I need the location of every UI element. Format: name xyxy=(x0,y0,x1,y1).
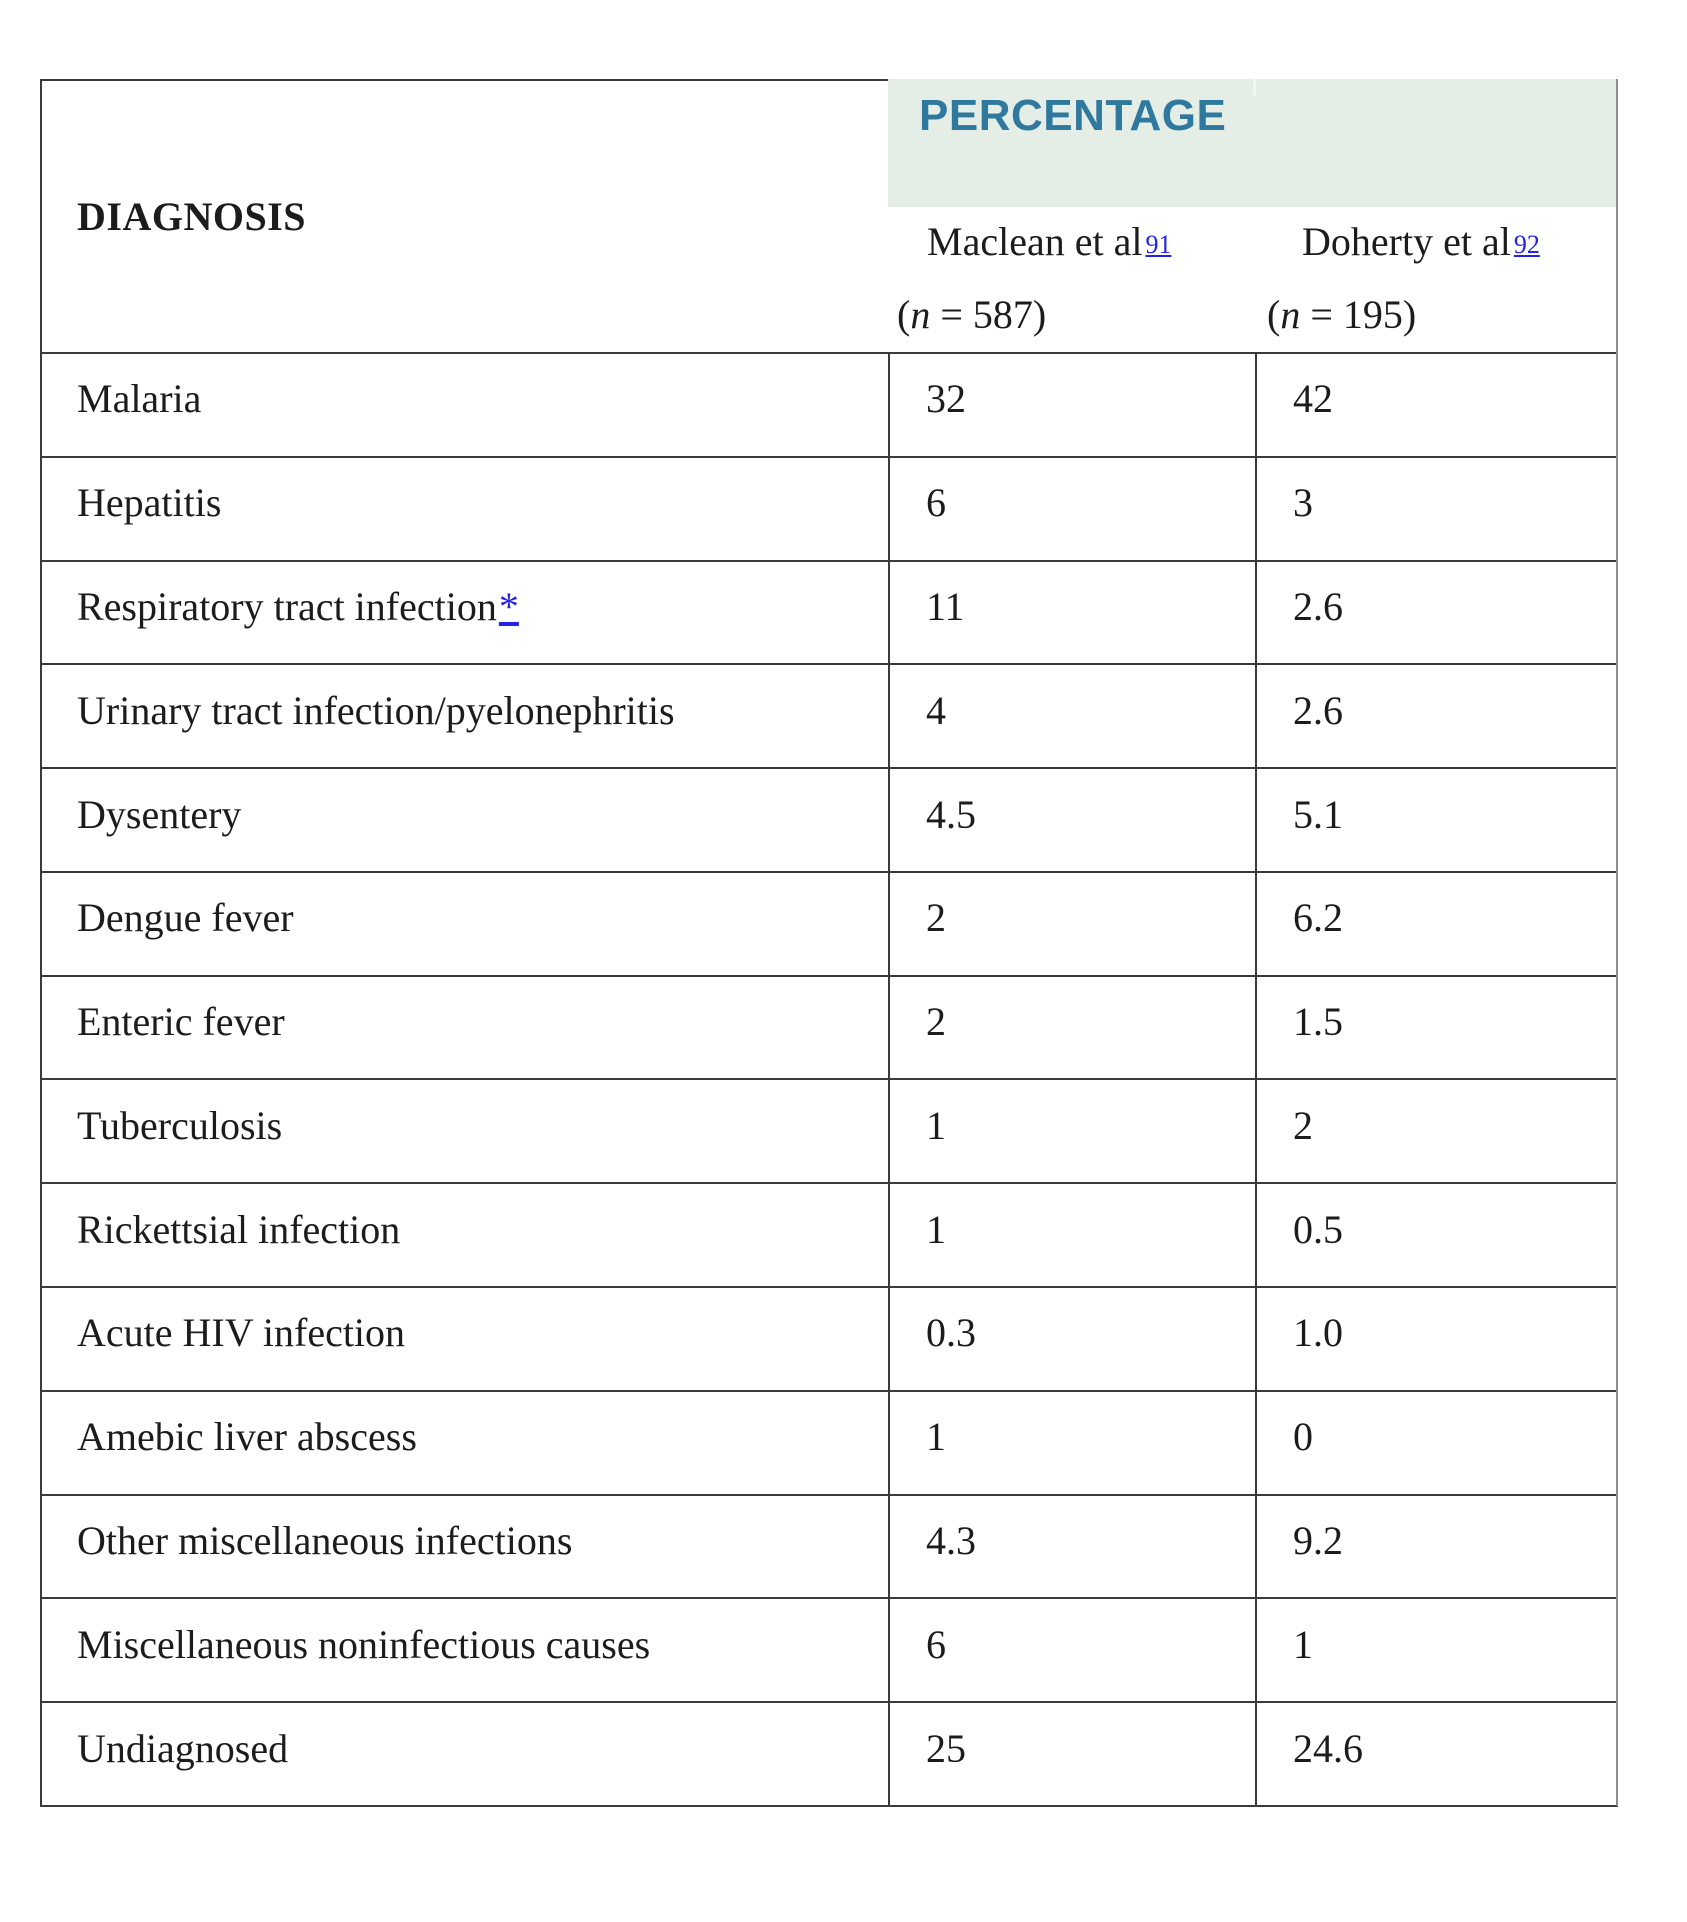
doherty-value-cell xyxy=(1255,1599,1616,1701)
diagnosis-label: Rickettsial infection xyxy=(77,1206,401,1252)
reference-link-91[interactable]: 91 xyxy=(1145,230,1172,259)
diagnosis-cell xyxy=(42,1496,888,1598)
study-label: Maclean et al xyxy=(927,219,1143,264)
table-row xyxy=(42,767,1616,871)
maclean-value-cell xyxy=(888,1392,1255,1494)
doherty-value: 0 xyxy=(1293,1414,1313,1460)
diagnosis-label: Malaria xyxy=(77,376,202,422)
doherty-value-cell xyxy=(1255,769,1616,871)
maclean-value-cell xyxy=(888,1288,1255,1390)
percentage-header-band xyxy=(888,79,1616,207)
study-n-line xyxy=(1255,281,1616,349)
n-symbol: n xyxy=(1280,292,1301,337)
footnote-asterisk-link[interactable]: * xyxy=(498,583,519,629)
maclean-value: 6 xyxy=(926,480,946,526)
diagnosis-column-header xyxy=(42,79,888,352)
maclean-value-cell xyxy=(888,1184,1255,1286)
maclean-value: 11 xyxy=(926,583,965,629)
table-row xyxy=(42,1597,1616,1701)
diagnosis-header-label: DIAGNOSIS xyxy=(77,194,307,239)
study-header-doherty xyxy=(1255,207,1616,352)
maclean-value-cell xyxy=(888,562,1255,664)
maclean-value: 1 xyxy=(926,1102,946,1148)
doherty-value-cell xyxy=(1255,873,1616,975)
doherty-value: 9.2 xyxy=(1293,1518,1343,1564)
doherty-value-cell xyxy=(1255,665,1616,767)
doherty-value: 24.6 xyxy=(1293,1725,1363,1771)
n-open: ( xyxy=(897,292,911,337)
study-name-line xyxy=(1255,208,1616,281)
table-header xyxy=(42,79,1616,352)
doherty-value: 1.0 xyxy=(1293,1310,1343,1356)
doherty-value-cell xyxy=(1255,1496,1616,1598)
doherty-value: 1.5 xyxy=(1293,999,1343,1045)
diagnosis-cell xyxy=(42,1599,888,1701)
doherty-value: 42 xyxy=(1293,376,1333,422)
maclean-value-cell xyxy=(888,873,1255,975)
diagnosis-cell xyxy=(42,1288,888,1390)
n-open: ( xyxy=(1267,292,1281,337)
table-row xyxy=(42,352,1616,456)
diagnosis-label: Amebic liver abscess xyxy=(77,1414,417,1460)
study-header-maclean xyxy=(888,207,1255,352)
maclean-value: 1 xyxy=(926,1206,946,1252)
table-row xyxy=(42,1078,1616,1182)
diagnosis-label: Miscellaneous noninfectious causes xyxy=(77,1621,651,1667)
table-row xyxy=(42,1182,1616,1286)
doherty-value-cell xyxy=(1255,354,1616,456)
table-row xyxy=(42,1701,1616,1805)
table-row xyxy=(42,560,1616,664)
diagnosis-cell xyxy=(42,1080,888,1182)
table-row xyxy=(42,871,1616,975)
maclean-value-cell xyxy=(888,977,1255,1079)
n-value: = 195) xyxy=(1300,292,1417,337)
table-body xyxy=(42,352,1616,1805)
maclean-value: 4.3 xyxy=(926,1518,976,1564)
doherty-value: 3 xyxy=(1293,480,1313,526)
doherty-value: 2 xyxy=(1293,1102,1313,1148)
doherty-value-cell xyxy=(1255,1288,1616,1390)
table-row xyxy=(42,456,1616,560)
doherty-value: 5.1 xyxy=(1293,791,1343,837)
maclean-value: 1 xyxy=(926,1414,946,1460)
diagnosis-cell xyxy=(42,354,888,456)
maclean-value: 0.3 xyxy=(926,1310,976,1356)
doherty-value-cell xyxy=(1255,562,1616,664)
doherty-value-cell xyxy=(1255,1392,1616,1494)
doherty-value-cell xyxy=(1255,1184,1616,1286)
maclean-value-cell xyxy=(888,1599,1255,1701)
doherty-value: 1 xyxy=(1293,1621,1313,1667)
study-name-line xyxy=(888,208,1255,281)
doherty-value: 2.6 xyxy=(1293,583,1343,629)
study-subheaders xyxy=(888,207,1616,352)
doherty-value-cell xyxy=(1255,1703,1616,1805)
maclean-value: 6 xyxy=(926,1621,946,1667)
maclean-value: 32 xyxy=(926,376,966,422)
diagnosis-label: Dysentery xyxy=(77,791,242,837)
maclean-value-cell xyxy=(888,1703,1255,1805)
diagnosis-label: Dengue fever xyxy=(77,895,294,941)
maclean-value-cell xyxy=(888,1080,1255,1182)
maclean-value-cell xyxy=(888,354,1255,456)
study-n-line xyxy=(888,281,1255,349)
maclean-value: 4.5 xyxy=(926,791,976,837)
maclean-value: 4 xyxy=(926,687,946,733)
n-symbol: n xyxy=(910,292,931,337)
maclean-value: 25 xyxy=(926,1725,966,1771)
header-cell-divider-notch xyxy=(1253,79,1256,95)
doherty-value: 2.6 xyxy=(1293,687,1343,733)
diagnosis-label: Hepatitis xyxy=(77,480,222,526)
maclean-value-cell xyxy=(888,665,1255,767)
diagnosis-cell xyxy=(42,1392,888,1494)
maclean-value-cell xyxy=(888,1496,1255,1598)
maclean-value-cell xyxy=(888,769,1255,871)
doherty-value-cell xyxy=(1255,1080,1616,1182)
diagnosis-label: Urinary tract infection/pyelonephritis xyxy=(77,687,675,733)
diagnosis-cell xyxy=(42,458,888,560)
diagnosis-label: Respiratory tract infection xyxy=(77,583,497,629)
maclean-value-cell xyxy=(888,458,1255,560)
reference-link-92[interactable]: 92 xyxy=(1513,230,1540,259)
table-row xyxy=(42,1494,1616,1598)
doherty-value-cell xyxy=(1255,977,1616,1079)
maclean-value: 2 xyxy=(926,895,946,941)
diagnosis-label: Tuberculosis xyxy=(77,1102,283,1148)
diagnosis-cell xyxy=(42,562,888,664)
table-row xyxy=(42,975,1616,1079)
diagnosis-label: Enteric fever xyxy=(77,999,285,1045)
study-label: Doherty et al xyxy=(1302,219,1511,264)
table-row xyxy=(42,1286,1616,1390)
table-row xyxy=(42,663,1616,767)
diagnosis-cell xyxy=(42,665,888,767)
diagnosis-cell xyxy=(42,1703,888,1805)
doherty-value: 0.5 xyxy=(1293,1206,1343,1252)
percentage-header-label: PERCENTAGE xyxy=(919,91,1227,140)
diagnosis-label: Other miscellaneous infections xyxy=(77,1518,573,1564)
n-value: = 587) xyxy=(930,292,1047,337)
diagnosis-cell xyxy=(42,873,888,975)
diagnosis-label: Undiagnosed xyxy=(77,1725,289,1771)
diagnosis-cell xyxy=(42,769,888,871)
doherty-value-cell xyxy=(1255,458,1616,560)
maclean-value: 2 xyxy=(926,999,946,1045)
diagnosis-cell xyxy=(42,977,888,1079)
diagnosis-label: Acute HIV infection xyxy=(77,1310,406,1356)
diagnosis-percentage-table xyxy=(40,79,1618,1807)
table-row xyxy=(42,1390,1616,1494)
doherty-value: 6.2 xyxy=(1293,895,1343,941)
diagnosis-cell xyxy=(42,1184,888,1286)
